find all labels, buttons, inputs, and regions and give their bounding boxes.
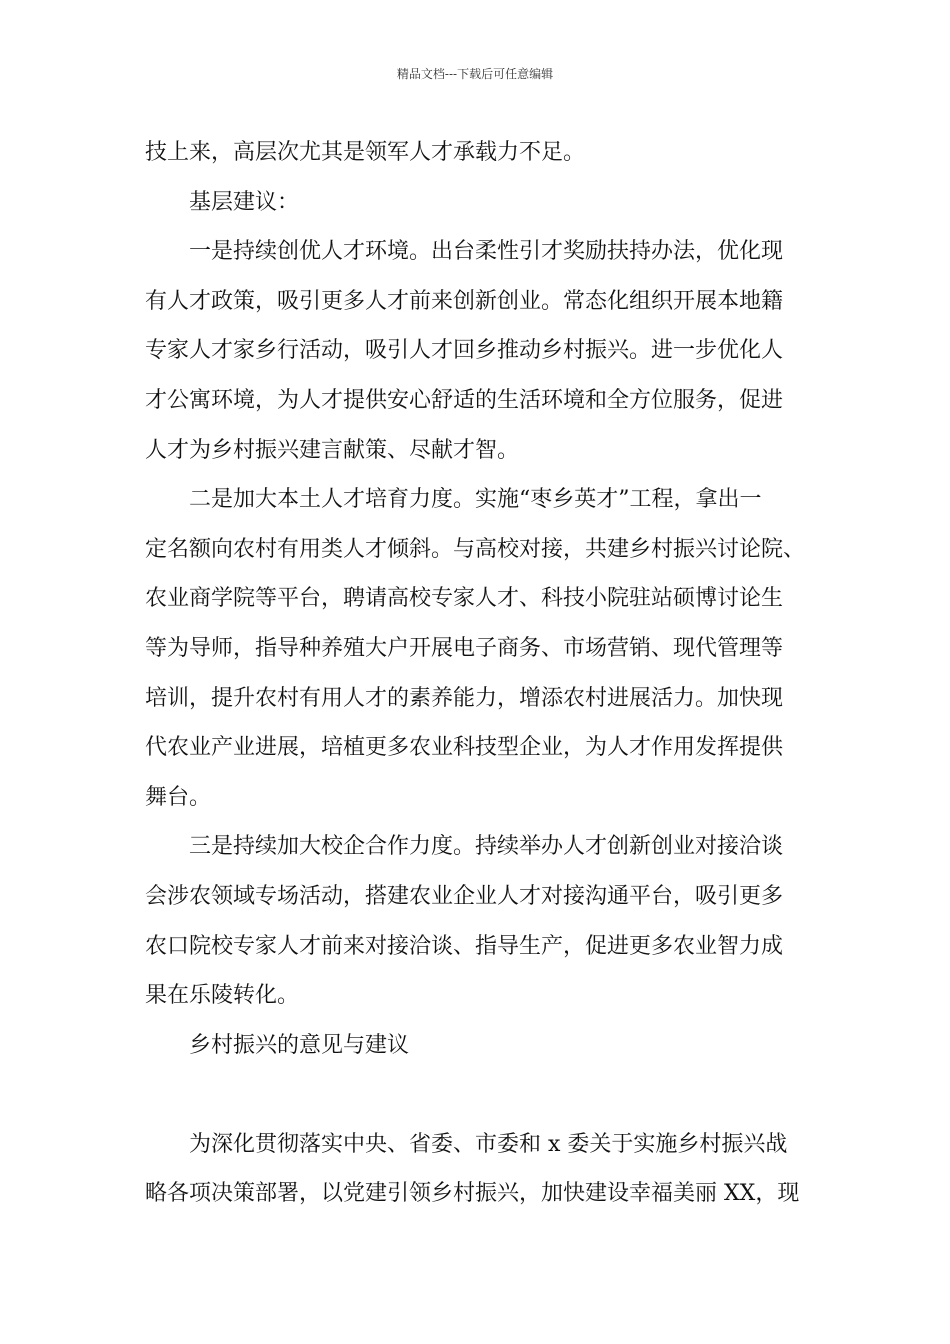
body-line: 舞台。	[145, 784, 212, 810]
body-line: 一是持续创优人才环境。出台柔性引才奖励扶持办法，优化现	[189, 239, 784, 265]
body-line: 技上来，高层次尤其是领军人才承载力不足。	[145, 140, 586, 165]
body-line: 三是持续加大校企合作力度。持续举办人才创新创业对接洽谈	[189, 834, 784, 860]
body-line: 有人才政策，吸引更多人才前来创新创业。常态化组织开展本地籍	[145, 288, 784, 314]
body-line: 才公寓环境，为人才提供安心舒适的生活环境和全方位服务，促进	[145, 387, 784, 413]
page-header: 精品文档---下载后可任意编辑	[396, 67, 554, 81]
body-line: 专家人才家乡行活动，吸引人才回乡推动乡村振兴。进一步优化人	[145, 338, 784, 364]
body-line: 果在乐陵转化。	[145, 983, 300, 1009]
body-line: 人才为乡村振兴建言献策、尽献才智。	[145, 437, 520, 463]
body-line: 代农业产业进展，培植更多农业科技型企业，为人才作用发挥提供	[145, 735, 784, 761]
body-line: 为深化贯彻落实中央、省委、市委和 x 委关于实施乡村振兴战	[189, 1131, 788, 1157]
body-line: 农口院校专家人才前来对接洽谈、指导生产，促进更多农业智力成	[145, 933, 784, 959]
body-line: 会涉农领域专场活动，搭建农业企业人才对接沟通平台，吸引更多	[145, 883, 784, 909]
body-line: 基层建议：	[189, 189, 300, 215]
body-line: 农业商学院等平台，聘请高校专家人才、科技小院驻站硕博讨论生	[145, 586, 784, 612]
body-line: 培训，提升农村有用人才的素养能力，增添农村进展活力。加快现	[145, 685, 784, 711]
body-line: 等为导师，指导种养殖大户开展电子商务、市场营销、现代管理等	[145, 635, 784, 661]
blank-line	[145, 1070, 825, 1120]
body-line: 略各项决策部署，以党建引领乡村振兴，加快建设幸福美丽 XX，现	[145, 1181, 800, 1207]
document-body	[145, 128, 825, 1219]
body-line: 二是加大本土人才培育力度。实施“枣乡英才”工程，拿出一	[189, 487, 762, 513]
body-line: 定名额向农村有用类人才倾斜。与高校对接，共建乡村振兴讨论院、	[145, 536, 806, 562]
section-heading: 乡村振兴的意见与建议	[189, 1032, 410, 1058]
